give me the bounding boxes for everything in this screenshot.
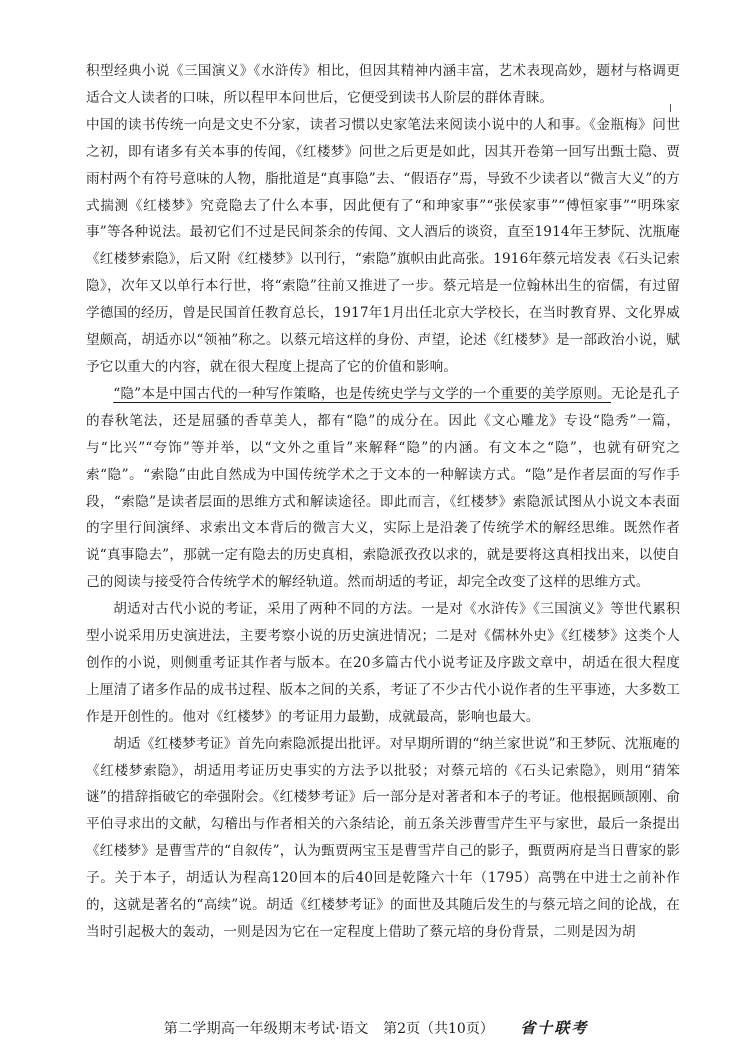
page-number: 第2页（共10页）	[383, 1021, 494, 1037]
paragraph-text: 中国的读书传统一向是文史不分家，读者习惯以史家笔法来阅读小说中的人和事。《金瓶梅》问世之初，即有诸多有关本事的传闻，《红楼梦》问世之后更是如此，因其开卷第一回写出甄士隐、贾雨村两个有符号意味的人物，脂批道是“真事隐”去、“假语存”焉，导致不少读者以“微言大义”的方式揣测《红楼梦》究竟隐去了什么本事，因此便有了“和珅家事”“张侯家事”“傅恒家事”“明珠家事”等各种说法。最初它们不过是民间茶余的传闻、文人酒后的谈资，直至1914年王梦阮、沈瓶庵《红楼梦索隐》，后又附《红楼梦》以刊行，“索隐”旗帜由此高张。1916年蔡元培发表《石头记索隐》，次年又以单行本行世，将“索隐”往前又推进了一步。蔡元培是一位翰林出生的宿儒，有过留学德国的经历，曾是民国首任教育总长，1917年1月出任北京大学校长，在当时教育界、文化界威望颇高，胡适亦以“领袖”称之。以蔡元培这样的身份、声望，论述《红楼梦》是一部政治小说，赋予它以重大的内容，就在很大程度上提高了它的价值和影响。	[86, 116, 680, 375]
exam-seal: 省十联考	[520, 1019, 589, 1037]
paragraph-3	[86, 381, 680, 596]
paragraph-text: 积型经典小说《三国演义》《水浒传》相比，但因其精神内涵丰富，艺术表现高妙，题材与格调更适合文人读者的口味，所以程甲本问世后，它便受到读书人阶层的群体青睐。	[86, 63, 680, 106]
article-body	[86, 58, 680, 946]
paragraph-text: 胡适《红楼梦考证》首先向索隐派提出批评。对早期所谓的“纳兰家世说”和王梦阮、沈瓶庵的《红楼梦索隐》，胡适用考证历史事实的方法予以批驳；对蔡元培的《石头记索隐》，则用“猜笨谜”的措辞指破它的牵强附会。《红楼梦考证》后一部分是对著者和本子的考证。他根据顾颉刚、俞平伯寻求出的文献，勾稽出与作者相关的六条结论，前五条关涉曹雪芹生平与家世，最后一条提出《红楼梦》是曹雪芹的“自叙传”，认为甄贾两宝玉是曹雪芹自己的影子，甄贾两府是当日曹家的影子。关于本子，胡适认为程高120回本的后40回是乾隆六十年（1795）高鹗在中进士之前补作的，这就是著名的“高续”说。胡适《红楼梦考证》的面世及其随后发生的与蔡元培之间的论战，在当时引起极大的轰动，一则是因为它在一定程度上借助了蔡元培的身份背景，二则是因为胡	[86, 735, 680, 940]
paragraph-5	[86, 731, 680, 946]
paragraph-4	[86, 596, 680, 731]
underlined-sentence: “隐”本是中国古代的一种写作策略，也是传统史学与文学的一个重要的美学原则。	[113, 385, 611, 402]
paragraph-1	[86, 58, 680, 112]
paragraph-text: 胡适对古代小说的考证，采用了两种不同的方法。一是对《水浒传》《三国演义》等世代累积型小说采用历史演进法，主要考察小说的历史演进情况；二是对《儒林外史》《红楼梦》这类个人创作的小说，则侧重考证其作者与版本。在20多篇古代小说考证及序跋文章中，胡适在很大程度上厘清了诸多作品的成书过程、版本之间的关系，考证了不少古代小说作者的生平事迹，大多数工作是开创性的。他对《红楼梦》的考证用力最勤，成就最高，影响也最大。	[86, 601, 680, 725]
exam-title: 第二学期高一年级期末考试·语文	[163, 1021, 369, 1037]
paragraph-text: 无论是孔子的春秋笔法，还是屈骚的香草美人，都有“隐”的成分在。因此《文心雕龙》专设“隐秀”一篇，与“比兴”“夸饰”等并举，以“文外之重旨”来解释“隐”的内涵。有文本之“隐”，也就有研究之索“隐”。“索隐”由此自然成为中国传统学术之于文本的一种解读方式。“隐”是作者层面的写作手段，“索隐”是读者层面的思维方式和解读途径。即此而言，《红楼梦》索隐派试图从小说文本表面的字里行间演绎、求索出文本背后的微言大义，实际上是沿袭了传统学术的解经思维。既然作者说“真事隐去”，那就一定有隐去的历史真相，索隐派孜孜以求的，就是要将这真相找出来，以使自己的阅读与接受符合传统学术的解经轨道。然而胡适的考证，却完全改变了这样的思维方式。	[86, 385, 680, 591]
page-footer	[0, 1017, 752, 1038]
paragraph-2	[86, 112, 680, 381]
